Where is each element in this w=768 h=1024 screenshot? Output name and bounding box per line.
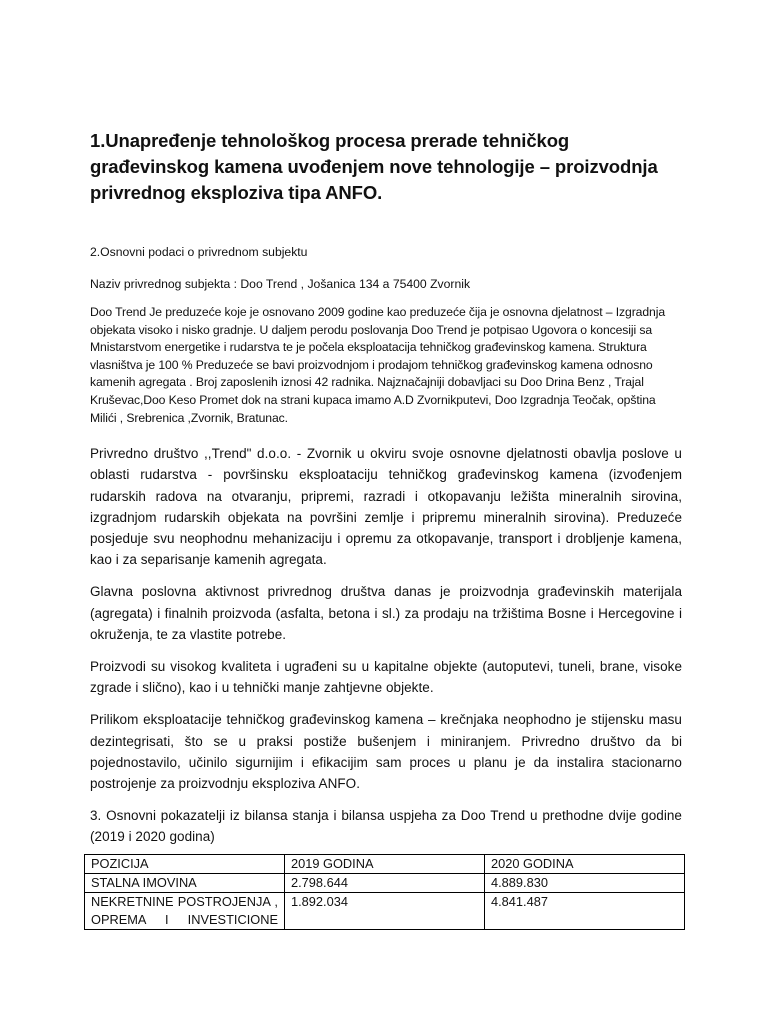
section-2-heading: 2.Osnovni podaci o privrednom subjektu <box>90 245 308 259</box>
section-3-heading: 3. Osnovni pokazatelji iz bilansa stanja i bilansa uspjeha za Doo Trend u prethodne dvije godine (2019 i 2020 godina) <box>90 808 682 845</box>
table-cell-label <box>85 893 285 930</box>
activity-paragraph: Privredno društvo ,,Trend" d.o.o. - Zvornik u okviru svoje osnovne djelatnosti obavlja poslove u oblasti rudarstva - površinsku eksploataciju tehničkog građevinskog kamena (izvođenjem rudarskih radova na otvaranju, pripremi, razradi i otkopavanju ležišta mineralnih sirovina, izgradnjom rudarskih objekata na površini zemlje i pripremu mineralnih sirovina). Preduzeće posjeduje svu neophodnu mehanizaciju i opremu za otkopavanje, transport i drobljenje kamena, kao i za separisanje kamenih agregata. <box>90 446 682 568</box>
document-body <box>90 128 682 848</box>
table-cell-value: 4.841.487 <box>485 893 685 930</box>
table-cell-label: STALNA IMOVINA <box>85 874 285 893</box>
exploitation-paragraph: Prilikom eksploatacije tehničkog građevinskog kamena – krečnjaka neophodno je stijensku masu dezintegrisati, što se u praksi postiže bušenjem i miniranjem. Privredno društvo da bi pojednostavilo, učinilo sigurnijim i efikacijim sam proces u planu je da instalira stacionarno postrojenje za proizvodnju eksploziva ANFO. <box>90 712 682 791</box>
main-business-paragraph: Glavna poslovna aktivnost privrednog društva danas je proizvodnja građevinskih materijala (agregata) i finalnih proizvoda (asfalta, betona i sl.) za prodaju na tržištima Bosne i Hercegovine i okruženja, te za vlastite potrebe. <box>90 584 682 642</box>
table-cell-label-line: NEKRETNINE POSTROJENJA , <box>91 894 278 909</box>
table-row <box>85 893 685 930</box>
products-paragraph: Proizvodi su visokog kvaliteta i ugrađeni su u kapitalne objekte (autoputevi, tuneli, brane, visoke zgrade i slično), kao i u tehnički manje zahtjevne objekte. <box>90 658 682 696</box>
table-row <box>85 874 685 893</box>
document-title: 1.Unapređenje tehnološkog procesa prerade tehničkog građevinskog kamena uvođenjem nove tehnologije – proizvodnja privrednog eksploziva tipa ANFO. <box>90 130 658 203</box>
table-cell-value: 4.889.830 <box>485 874 685 893</box>
table-header-cell: 2020 GODINA <box>485 855 685 874</box>
financial-table <box>84 854 685 930</box>
table-header-row <box>85 855 685 874</box>
table-header-cell: POZICIJA <box>85 855 285 874</box>
company-intro-paragraph: Doo Trend Je preduzeće koje je osnovano 2009 godine kao preduzeće čija je osnovna djelatnost – Izgradnja objekata visoko i nisko gradnje. U daljem perodu poslovanja Doo Trend je potpisao Ugovora o koncesiji sa Mnistarstvom energetike i rudarstva te je počela eksploatacija tehničkog građevinskog kamena. Struktura vlasništva je 100 % Preduzeće se bavi proizvodnjom i prodajom tehničkog građevinskog kamena odnosno kamenih agregata . Broj zaposlenih iznosi 42 radnika. Najznačajniji dobavljaci su Doo Drina Benz , Trajal Kruševac,Doo Keso Promet dok na strani kupaca imamo A.D Zvornikputevi, Doo Izgradnja Teočak, opština Milići , Srebrenica ,Zvornik, Bratunac. <box>90 305 665 425</box>
table-cell-value: 1.892.034 <box>285 893 485 930</box>
company-name-line: Naziv privrednog subjekta : Doo Trend , Jošanica 134 a 75400 Zvornik <box>90 277 471 291</box>
table-header-cell: 2019 GODINA <box>285 855 485 874</box>
table-cell-value: 2.798.644 <box>285 874 485 893</box>
table-cell-label-line: OPREMA I INVESTICIONE <box>91 912 278 927</box>
